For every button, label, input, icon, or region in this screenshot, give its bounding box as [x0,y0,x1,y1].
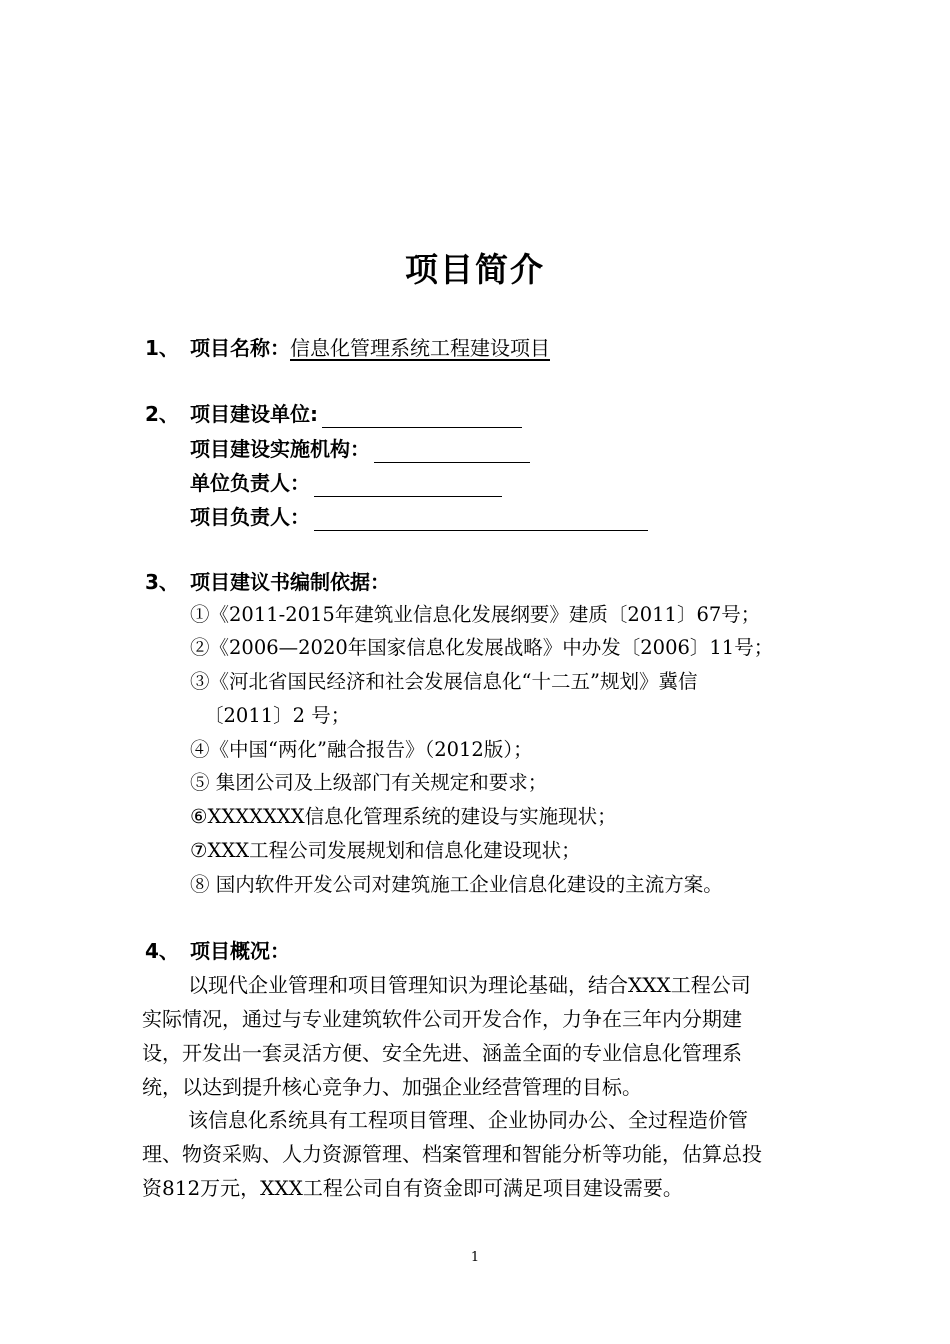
page-number: 1 [470,1250,480,1265]
basis-label: 项目建议书编制依据： [190,570,390,594]
basis-item: ④《中国“两化”融合报告》（2012版）； [190,738,533,761]
section-1-row [190,334,550,362]
overview-line: 理、物资采购、人力资源管理、档案管理和智能分析等功能，估算总投 [142,1142,762,1166]
project-name-label: 项目名称： [190,336,290,360]
overview-line: 统，以达到提升核心竞争力、加强企业经营管理的目标。 [142,1075,642,1099]
org-row [190,435,530,463]
org-label: 项目建设实施机构： [190,437,370,461]
unit-row [190,400,522,428]
section-1-number: 1、 [145,336,179,360]
project-head-row [190,503,648,531]
basis-item-continuation: 〔2011〕2 号； [204,704,351,727]
unit-label: 项目建设单位: [190,402,318,426]
section-4-number: 4、 [145,939,179,963]
basis-item: ⑧ 国内软件开发公司对建筑施工企业信息化建设的主流方案。 [190,873,723,896]
unit-head-label: 单位负责人： [190,471,310,495]
basis-item: ⑦XXX工程公司发展规划和信息化建设现状； [190,839,581,862]
basis-item: ③《河北省国民经济和社会发展信息化“十二五”规划》冀信 [190,670,698,693]
org-blank-line [374,440,530,463]
page-title: 项目简介 [405,250,545,289]
overview-line: 以现代企业管理和项目管理知识为理论基础，结合XXX工程公司 [188,973,751,997]
project-head-blank-line [314,508,648,531]
basis-item: ①《2011-2015年建筑业信息化发展纲要》建质〔2011〕67号； [190,603,761,626]
basis-item: ⑥XXXXXXX信息化管理系统的建设与实施现状； [190,805,617,828]
project-head-label: 项目负责人： [190,505,310,529]
overview-line: 实际情况，通过与专业建筑软件公司开发合作，力争在三年内分期建 [142,1007,742,1031]
project-name-value: 信息化管理系统工程建设项目 [290,336,550,360]
basis-item: ②《2006—2020年国家信息化发展战略》中办发〔2006〕11号； [190,636,774,659]
overview-line: 设，开发出一套灵活方便、安全先进、涵盖全面的专业信息化管理系 [142,1041,742,1065]
section-2-number: 2、 [145,402,179,426]
overview-line: 该信息化系统具有工程项目管理、企业协同办公、全过程造价管 [188,1108,748,1132]
unit-head-row [190,469,502,497]
overview-label: 项目概况： [190,939,290,963]
section-3-number: 3、 [145,570,179,594]
unit-head-blank-line [314,474,502,497]
unit-blank-line [322,405,522,428]
basis-item: ⑤ 集团公司及上级部门有关规定和要求； [190,771,548,794]
overview-line: 资812万元，XXX工程公司自有资金即可满足项目建设需要。 [142,1176,683,1200]
